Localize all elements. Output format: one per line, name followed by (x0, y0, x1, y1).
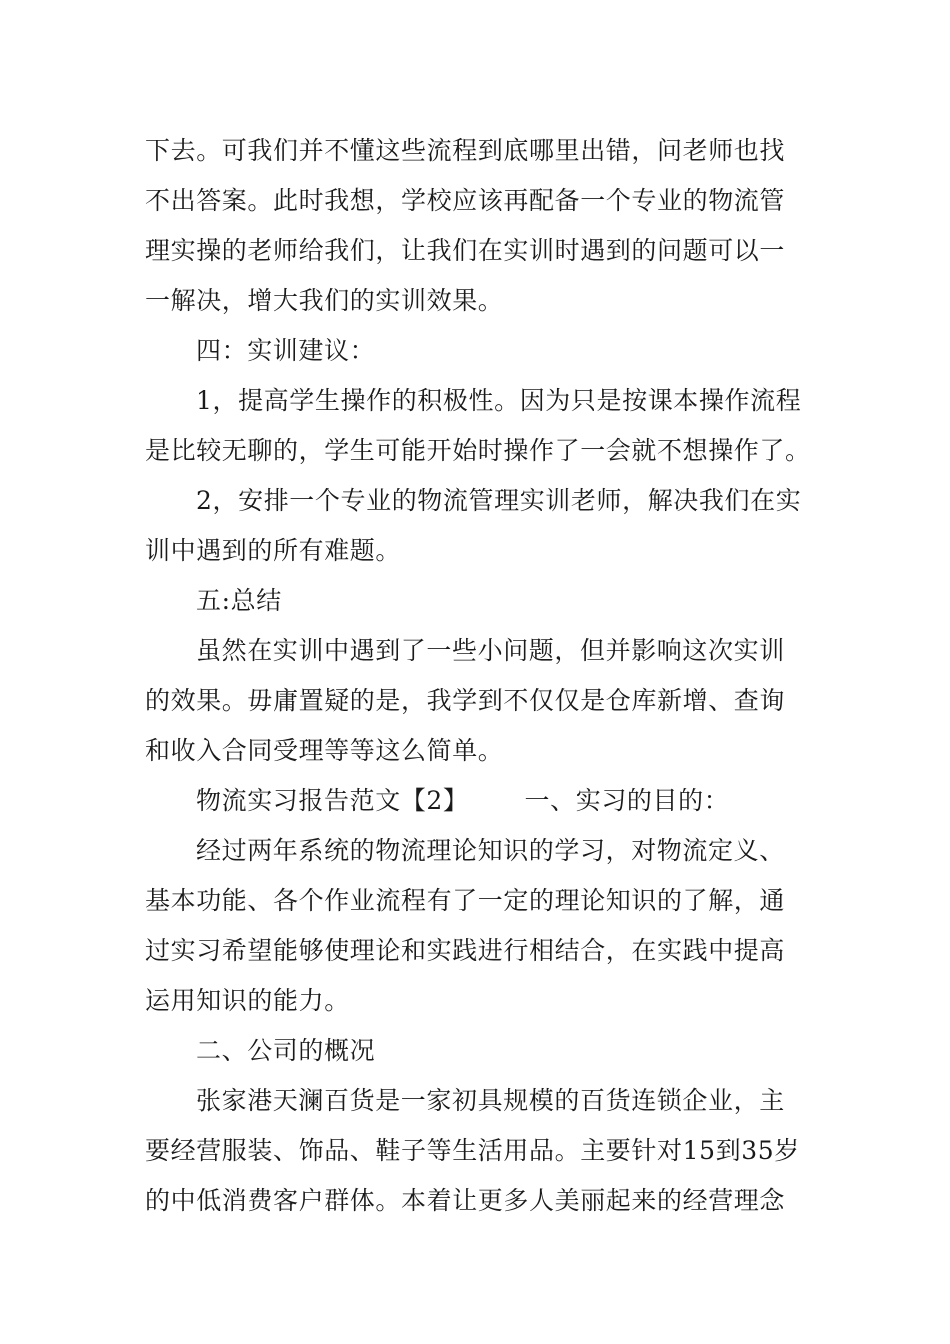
article-title: 物流实习报告范文【2】 (196, 786, 469, 815)
text-line: 训中遇到的所有难题。 (145, 536, 402, 565)
text-line: 一解决，增大我们的实训效果。 (145, 286, 504, 315)
text-line: 张家港天澜百货是一家初具规模的百货连锁企业，主 (196, 1086, 785, 1115)
section-heading: 五:总结 (196, 586, 282, 615)
section-heading: 二、公司的概况 (196, 1036, 376, 1065)
text-line: 的效果。毋庸置疑的是，我学到不仅仅是仓库新增、查询 (145, 686, 786, 715)
text-line: 理实操的老师给我们，让我们在实训时遇到的问题可以一 (145, 236, 786, 265)
section-heading: 一、实习的目的： (524, 786, 730, 815)
article-title-row (196, 786, 729, 816)
text-line: 虽然在实训中遇到了一些小问题，但并影响这次实训 (196, 636, 785, 665)
text-line: 运用知识的能力。 (145, 986, 350, 1015)
text-line: 下去。可我们并不懂这些流程到底哪里出错，问老师也找 (145, 136, 786, 165)
text-line: 1，提高学生操作的积极性。因为只是按课本操作流程 (196, 386, 802, 415)
text-line: 的中低消费客户群体。本着让更多人美丽起来的经营理念 (145, 1186, 786, 1215)
text-line: 基本功能、各个作业流程有了一定的理论知识的了解，通 (145, 886, 786, 915)
text-line: 是比较无聊的，学生可能开始时操作了一会就不想操作了。 (145, 436, 811, 465)
text-line: 不出答案。此时我想，学校应该再配备一个专业的物流管 (145, 186, 786, 215)
text-line: 要经营服装、饰品、鞋子等生活用品。主要针对15到35岁 (145, 1136, 800, 1165)
text-line: 过实习希望能够使理论和实践进行相结合，在实践中提高 (145, 936, 786, 965)
text-line: 和收入合同受理等等这么简单。 (145, 736, 504, 765)
text-line: 2，安排一个专业的物流管理实训老师，解决我们在实 (196, 486, 802, 515)
section-heading: 四：实训建议： (196, 336, 376, 365)
text-line: 经过两年系统的物流理论知识的学习，对物流定义、 (196, 836, 785, 865)
